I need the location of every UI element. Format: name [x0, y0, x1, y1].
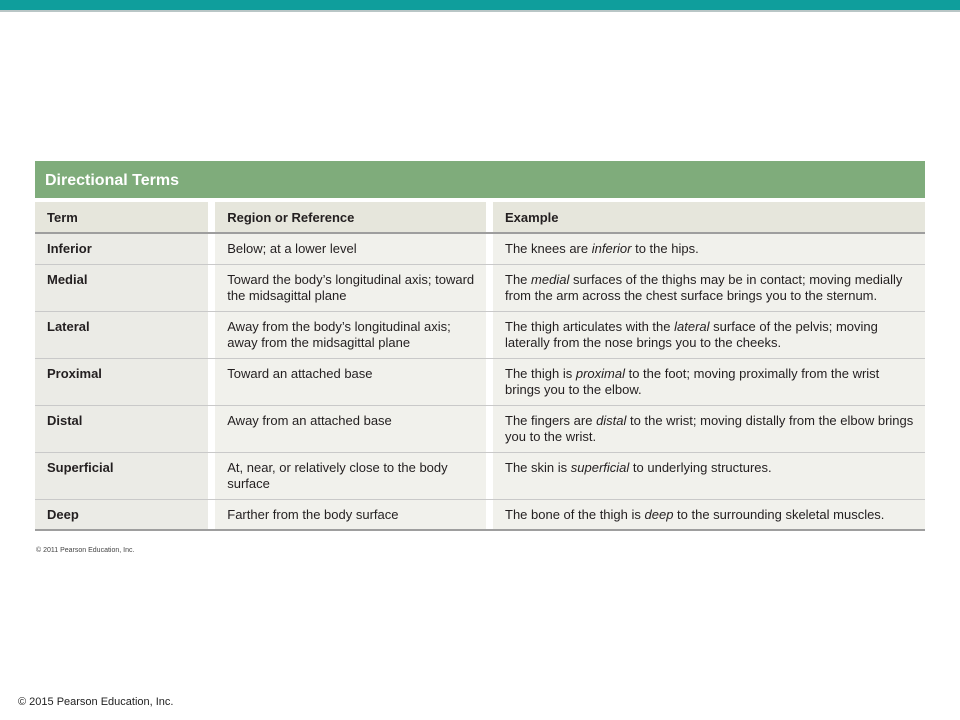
region-cell: Below; at a lower level	[215, 234, 486, 264]
table-row	[35, 312, 925, 359]
term-cell: Superficial	[35, 453, 208, 499]
example-text: The bone of the thigh is	[505, 506, 645, 522]
table-row	[35, 406, 925, 453]
example-term-italic: inferior	[591, 241, 632, 256]
example-cell	[493, 265, 925, 311]
example-text: The skin is	[505, 459, 571, 475]
example-text: surface of the pelvis; moving laterally from the nose brings you to the cheeks.	[505, 318, 878, 350]
example-text: The	[505, 271, 532, 287]
example-cell	[493, 312, 925, 358]
example-text: The fingers are	[505, 412, 597, 428]
term-cell: Lateral	[35, 312, 208, 358]
example-cell	[493, 234, 925, 264]
page-copyright: © 2015 Pearson Education, Inc.	[18, 696, 174, 708]
example-text: to the foot; moving proximally from the wrist brings you to the elbow.	[505, 365, 880, 397]
header-region: Region or Reference	[215, 202, 486, 232]
example-text: The thigh articulates with the	[505, 318, 675, 334]
table-row	[35, 359, 925, 406]
example-text: The thigh is	[505, 365, 576, 381]
example-cell	[493, 359, 925, 405]
table-title: Directional Terms	[35, 161, 925, 198]
example-term-italic: lateral	[674, 318, 710, 334]
region-cell: Away from an attached base	[215, 406, 486, 452]
region-cell: At, near, or relatively close to the body surface	[215, 453, 486, 499]
example-text: to underlying structures.	[629, 459, 772, 475]
example-text: surfaces of the thighs may be in contact; moving medially from the arm across the chest surface brings you to the sternum.	[505, 271, 903, 303]
table-row	[35, 453, 925, 500]
header-example: Example	[493, 202, 925, 232]
table-body	[35, 234, 925, 531]
region-cell: Away from the body’s longitudinal axis; away from the midsagittal plane	[215, 312, 486, 358]
example-cell	[493, 453, 925, 499]
example-term-italic: distal	[596, 412, 627, 428]
example-cell	[493, 500, 925, 530]
header-term: Term	[35, 202, 208, 232]
example-term-italic: superficial	[570, 459, 630, 475]
term-cell: Distal	[35, 406, 208, 452]
example-term-italic: deep	[644, 506, 674, 522]
term-cell: Deep	[35, 500, 208, 530]
table-row	[35, 234, 925, 265]
region-cell: Toward the body’s longitudinal axis; toward the midsagittal plane	[215, 265, 486, 311]
directional-terms-table	[35, 161, 925, 531]
example-term-italic: proximal	[575, 365, 625, 381]
example-text: to the surrounding skeletal muscles.	[673, 506, 885, 522]
region-cell: Farther from the body surface	[215, 500, 486, 530]
example-term-italic: medial	[531, 271, 570, 287]
table-copyright: © 2011 Pearson Education, Inc.	[36, 547, 135, 554]
region-cell: Toward an attached base	[215, 359, 486, 405]
term-cell: Inferior	[35, 234, 208, 264]
table-row	[35, 265, 925, 312]
table-row	[35, 500, 925, 532]
term-cell: Proximal	[35, 359, 208, 405]
top-accent-bar	[0, 0, 960, 12]
term-cell: Medial	[35, 265, 208, 311]
table-header-row	[35, 202, 925, 234]
example-text: The knees are	[505, 241, 592, 256]
example-text: to the wrist; moving distally from the elbow brings you to the wrist.	[505, 412, 914, 444]
example-text: to the hips.	[631, 241, 699, 256]
example-cell	[493, 406, 925, 452]
